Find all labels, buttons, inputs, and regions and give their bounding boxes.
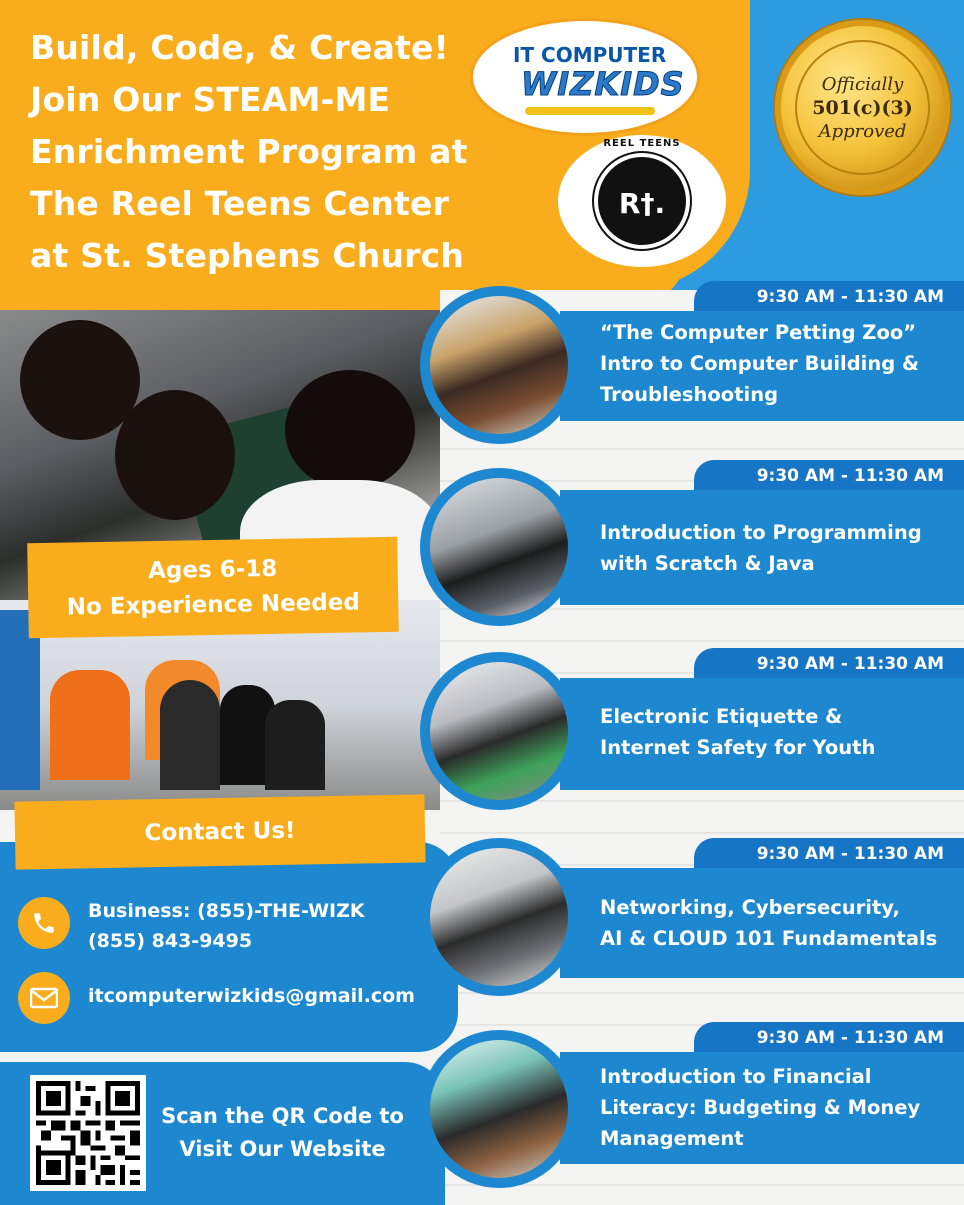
classroom-photo bbox=[430, 296, 568, 434]
session-title-line: Electronic Etiquette & bbox=[600, 705, 843, 728]
headline bbox=[30, 22, 550, 282]
phone-contact[interactable] bbox=[88, 896, 365, 956]
envelope-icon bbox=[18, 972, 70, 1024]
session-photo bbox=[420, 468, 578, 626]
networking-lab-photo bbox=[430, 848, 568, 986]
headline-line: Join Our STEAM-ME bbox=[30, 80, 391, 119]
reel-teens-name: REEL TEENS bbox=[603, 138, 681, 149]
reel-teens-mark: R†. bbox=[618, 187, 666, 220]
child-head-shape bbox=[285, 370, 415, 490]
seal-line-3: Approved bbox=[818, 120, 907, 142]
seal-line-1: Officially bbox=[821, 73, 904, 95]
phone-number[interactable]: (855) 843-9495 bbox=[88, 930, 253, 952]
session-photo bbox=[420, 838, 578, 996]
session-time: 9:30 AM - 11:30 AM bbox=[694, 1022, 964, 1054]
it-computer-wizkids-logo bbox=[470, 18, 700, 136]
session-title-line: Intro to Computer Building & bbox=[600, 352, 919, 375]
headline-line: Build, Code, & Create! bbox=[30, 28, 449, 67]
email-link[interactable]: itcomputerwizkids@gmail.com bbox=[88, 985, 415, 1007]
logo-top-text: IT COMPUTER bbox=[513, 43, 667, 67]
ages-banner bbox=[27, 537, 399, 638]
session-time: 9:30 AM - 11:30 AM bbox=[694, 460, 964, 492]
qr-caption-line-2: Visit Our Website bbox=[179, 1137, 386, 1161]
headline-line: at St. Stephens Church bbox=[30, 236, 465, 275]
financial-literacy-photo bbox=[430, 1040, 568, 1178]
logo-main-text: WIZKIDS bbox=[521, 65, 685, 103]
session-title bbox=[600, 892, 955, 954]
qr-caption-line-1: Scan the QR Code to bbox=[161, 1104, 404, 1128]
child-head-shape bbox=[115, 390, 235, 520]
programming-photo bbox=[430, 478, 568, 616]
session-title bbox=[600, 1061, 955, 1154]
session-photo bbox=[420, 1030, 578, 1188]
session-title-line: with Scratch & Java bbox=[600, 552, 815, 575]
session-time: 9:30 AM - 11:30 AM bbox=[694, 838, 964, 870]
seal-inner bbox=[795, 40, 930, 175]
session-title-line: Internet Safety for Youth bbox=[600, 736, 876, 759]
session-title-line: Introduction to Financial bbox=[600, 1065, 872, 1088]
seal-line-2: 501(c)(3) bbox=[812, 96, 913, 119]
ages-line-2: No Experience Needed bbox=[66, 588, 361, 621]
session-title-line: “The Computer Petting Zoo” bbox=[600, 321, 917, 344]
session-title-line: Troubleshooting bbox=[600, 383, 779, 406]
contact-banner bbox=[14, 794, 425, 869]
logo-underline bbox=[525, 107, 655, 115]
qr-code-icon[interactable] bbox=[30, 1075, 146, 1191]
session-title bbox=[600, 517, 955, 579]
business-phone-label[interactable]: Business: (855)-THE-WIZK bbox=[88, 900, 365, 922]
person-shape bbox=[50, 670, 130, 780]
nonprofit-seal bbox=[775, 20, 950, 195]
session-title-line: Management bbox=[600, 1127, 744, 1150]
session-title-line: Networking, Cybersecurity, bbox=[600, 896, 900, 919]
person-shape bbox=[265, 700, 325, 790]
session-photo bbox=[420, 286, 578, 444]
session-title-line: Literacy: Budgeting & Money bbox=[600, 1096, 921, 1119]
internet-safety-photo bbox=[430, 662, 568, 800]
ages-line-1: Ages 6-18 bbox=[147, 555, 278, 584]
phone-icon bbox=[18, 897, 70, 949]
reel-teens-logo bbox=[558, 135, 726, 267]
session-title-line: Introduction to Programming bbox=[600, 521, 922, 544]
qr-caption bbox=[150, 1100, 415, 1166]
reel-teens-badge bbox=[594, 153, 690, 249]
session-title bbox=[600, 317, 955, 410]
person-shape bbox=[160, 680, 220, 790]
session-time: 9:30 AM - 11:30 AM bbox=[694, 648, 964, 680]
session-time: 9:30 AM - 11:30 AM bbox=[694, 281, 964, 313]
session-photo bbox=[420, 652, 578, 810]
headline-line: Enrichment Program at bbox=[30, 132, 468, 171]
session-title bbox=[600, 701, 955, 763]
session-title-line: AI & CLOUD 101 Fundamentals bbox=[600, 927, 938, 950]
headline-line: The Reel Teens Center bbox=[30, 184, 450, 223]
contact-heading: Contact Us! bbox=[144, 817, 296, 847]
